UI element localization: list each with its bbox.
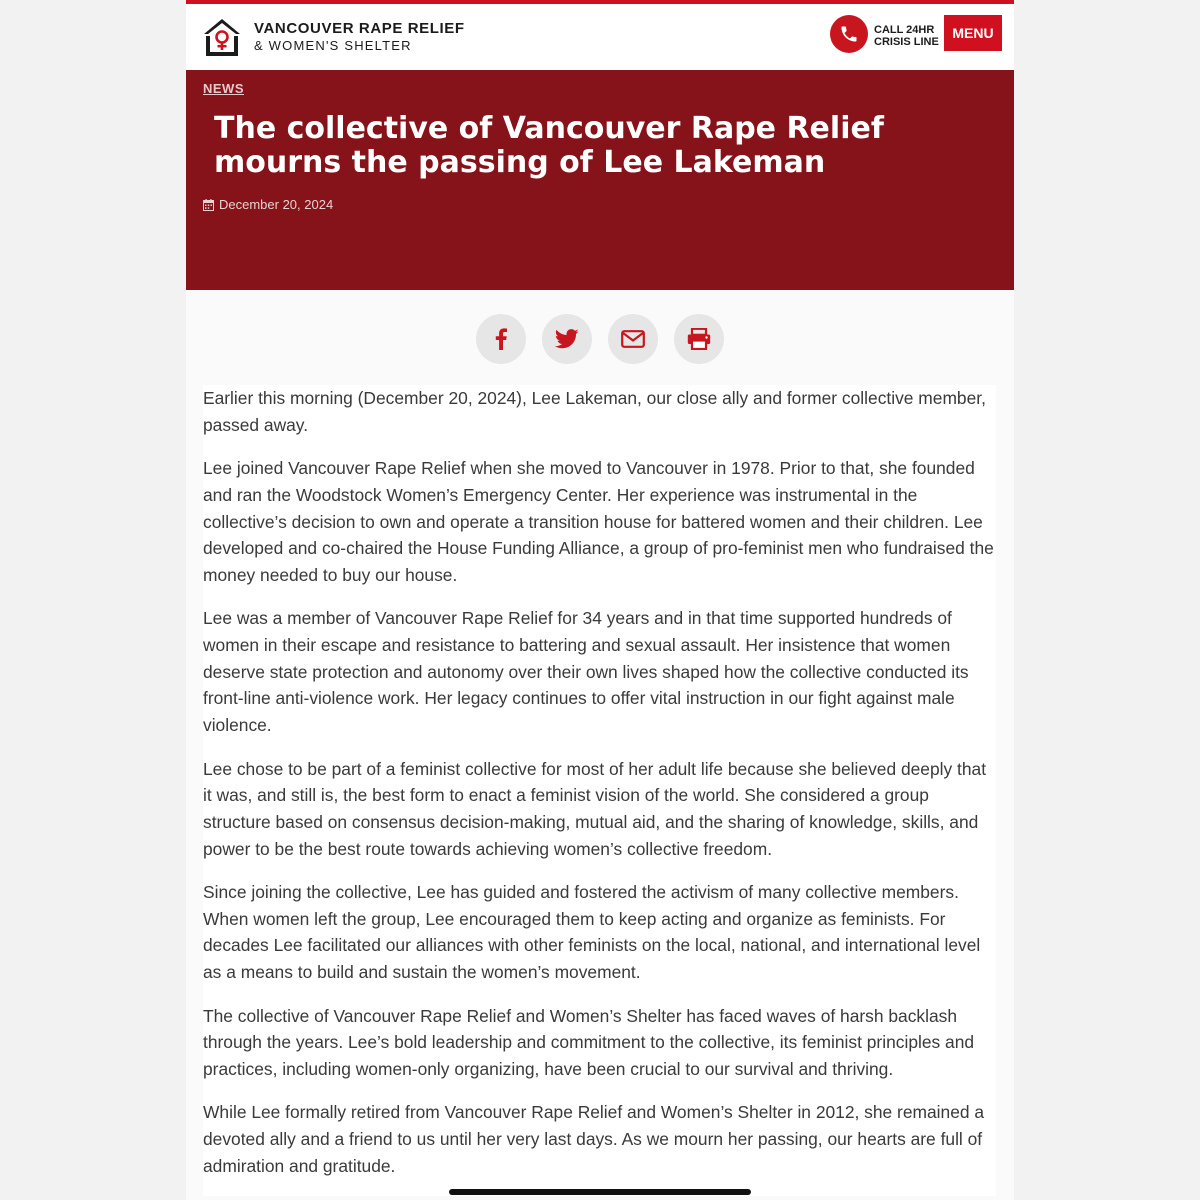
shelter-logo-icon bbox=[202, 16, 246, 60]
email-share-button[interactable] bbox=[608, 314, 658, 364]
facebook-share-button[interactable] bbox=[476, 314, 526, 364]
crisis-line-text-2: CRISIS LINE bbox=[874, 36, 939, 48]
article-hero bbox=[186, 70, 1014, 290]
calendar-icon bbox=[203, 199, 214, 211]
share-bar bbox=[186, 290, 1014, 385]
crisis-line-text-1: CALL 24HR bbox=[874, 24, 935, 36]
publish-date-text: December 20, 2024 bbox=[219, 197, 334, 212]
site-header bbox=[186, 4, 1014, 70]
menu-button[interactable]: MENU bbox=[944, 15, 1002, 51]
home-indicator[interactable] bbox=[449, 1189, 751, 1195]
article-paragraph: The collective of Vancouver Rape Relief and Women’s Shelter has faced waves of harsh backlash through the years. Lee’s bold leadership and commitment to the collective, its feminist principles and practices, including women-only organizing, have been crucial to our survival and thriving. bbox=[203, 1005, 975, 1079]
article-paragraph: Lee was a member of Vancouver Rape Relief for 34 years and in that time supported hundreds of women in their escape and resistance to battering and sexual assault. Her insistence that women deserve state protection and autonomy over their own lives shaped how the collective conducted its front-line anti-violence work. Her legacy continues to offer vital instruction in our fight against male violence. bbox=[203, 608, 969, 736]
article-page bbox=[186, 0, 1014, 1200]
page-title: The collective of Vancouver Rape Relief mourns the passing of Lee Lakeman bbox=[214, 111, 884, 180]
category-link[interactable]: NEWS bbox=[203, 81, 244, 96]
site-logo[interactable] bbox=[202, 16, 465, 60]
twitter-share-button[interactable] bbox=[542, 314, 592, 364]
twitter-icon bbox=[555, 329, 579, 349]
article-paragraph: Lee joined Vancouver Rape Relief when she moved to Vancouver in 1978. Prior to that, she founded and ran the Woodstock Women’s Emergency Center. Her experience was instrumental in the collective’s decision to own and operate a transition house for battered women and their children. Lee developed and co-chaired the House Funding Alliance, a group of pro-feminist men who fundraised the money needed to buy our house. bbox=[203, 458, 994, 585]
phone-icon bbox=[830, 15, 868, 53]
article-paragraph: While Lee formally retired from Vancouver Rape Relief and Women’s Shelter in 2012, she remained a devoted ally and a friend to us until her very last days. As we mourn her passing, our hearts are full of admiration and gratitude. bbox=[203, 1102, 985, 1176]
print-icon bbox=[687, 328, 711, 350]
facebook-icon bbox=[495, 328, 507, 350]
crisis-line-link[interactable] bbox=[830, 15, 940, 55]
article-paragraph: Since joining the collective, Lee has guided and fostered the activism of many collective members. When women left the group, Lee encouraged them to keep acting and organize as feminists. For decades Lee facilitated our alliances with other feminists on the local, national, and international level as a means to build and sustain the women’s movement. bbox=[203, 882, 981, 983]
article-body bbox=[203, 385, 996, 1196]
article-paragraph: Earlier this morning (December 20, 2024), Lee Lakeman, our close ally and former collective member, passed away. bbox=[203, 388, 986, 435]
publish-date bbox=[203, 197, 333, 212]
email-icon bbox=[621, 330, 645, 348]
logo-line-1: VANCOUVER RAPE RELIEF bbox=[254, 20, 465, 37]
article-paragraph: Lee chose to be part of a feminist collective for most of her adult life because she believed deeply that it was, and still is, the best form to enact a feminist vision of the world. She considered a group structure based on consensus decision-making, mutual aid, and the sharing of knowledge, skills, and power to be the best route towards achieving women’s collective freedom. bbox=[203, 758, 987, 859]
print-button[interactable] bbox=[674, 314, 724, 364]
logo-line-2: & WOMEN'S SHELTER bbox=[254, 38, 412, 53]
crisis-line-label bbox=[874, 24, 939, 48]
